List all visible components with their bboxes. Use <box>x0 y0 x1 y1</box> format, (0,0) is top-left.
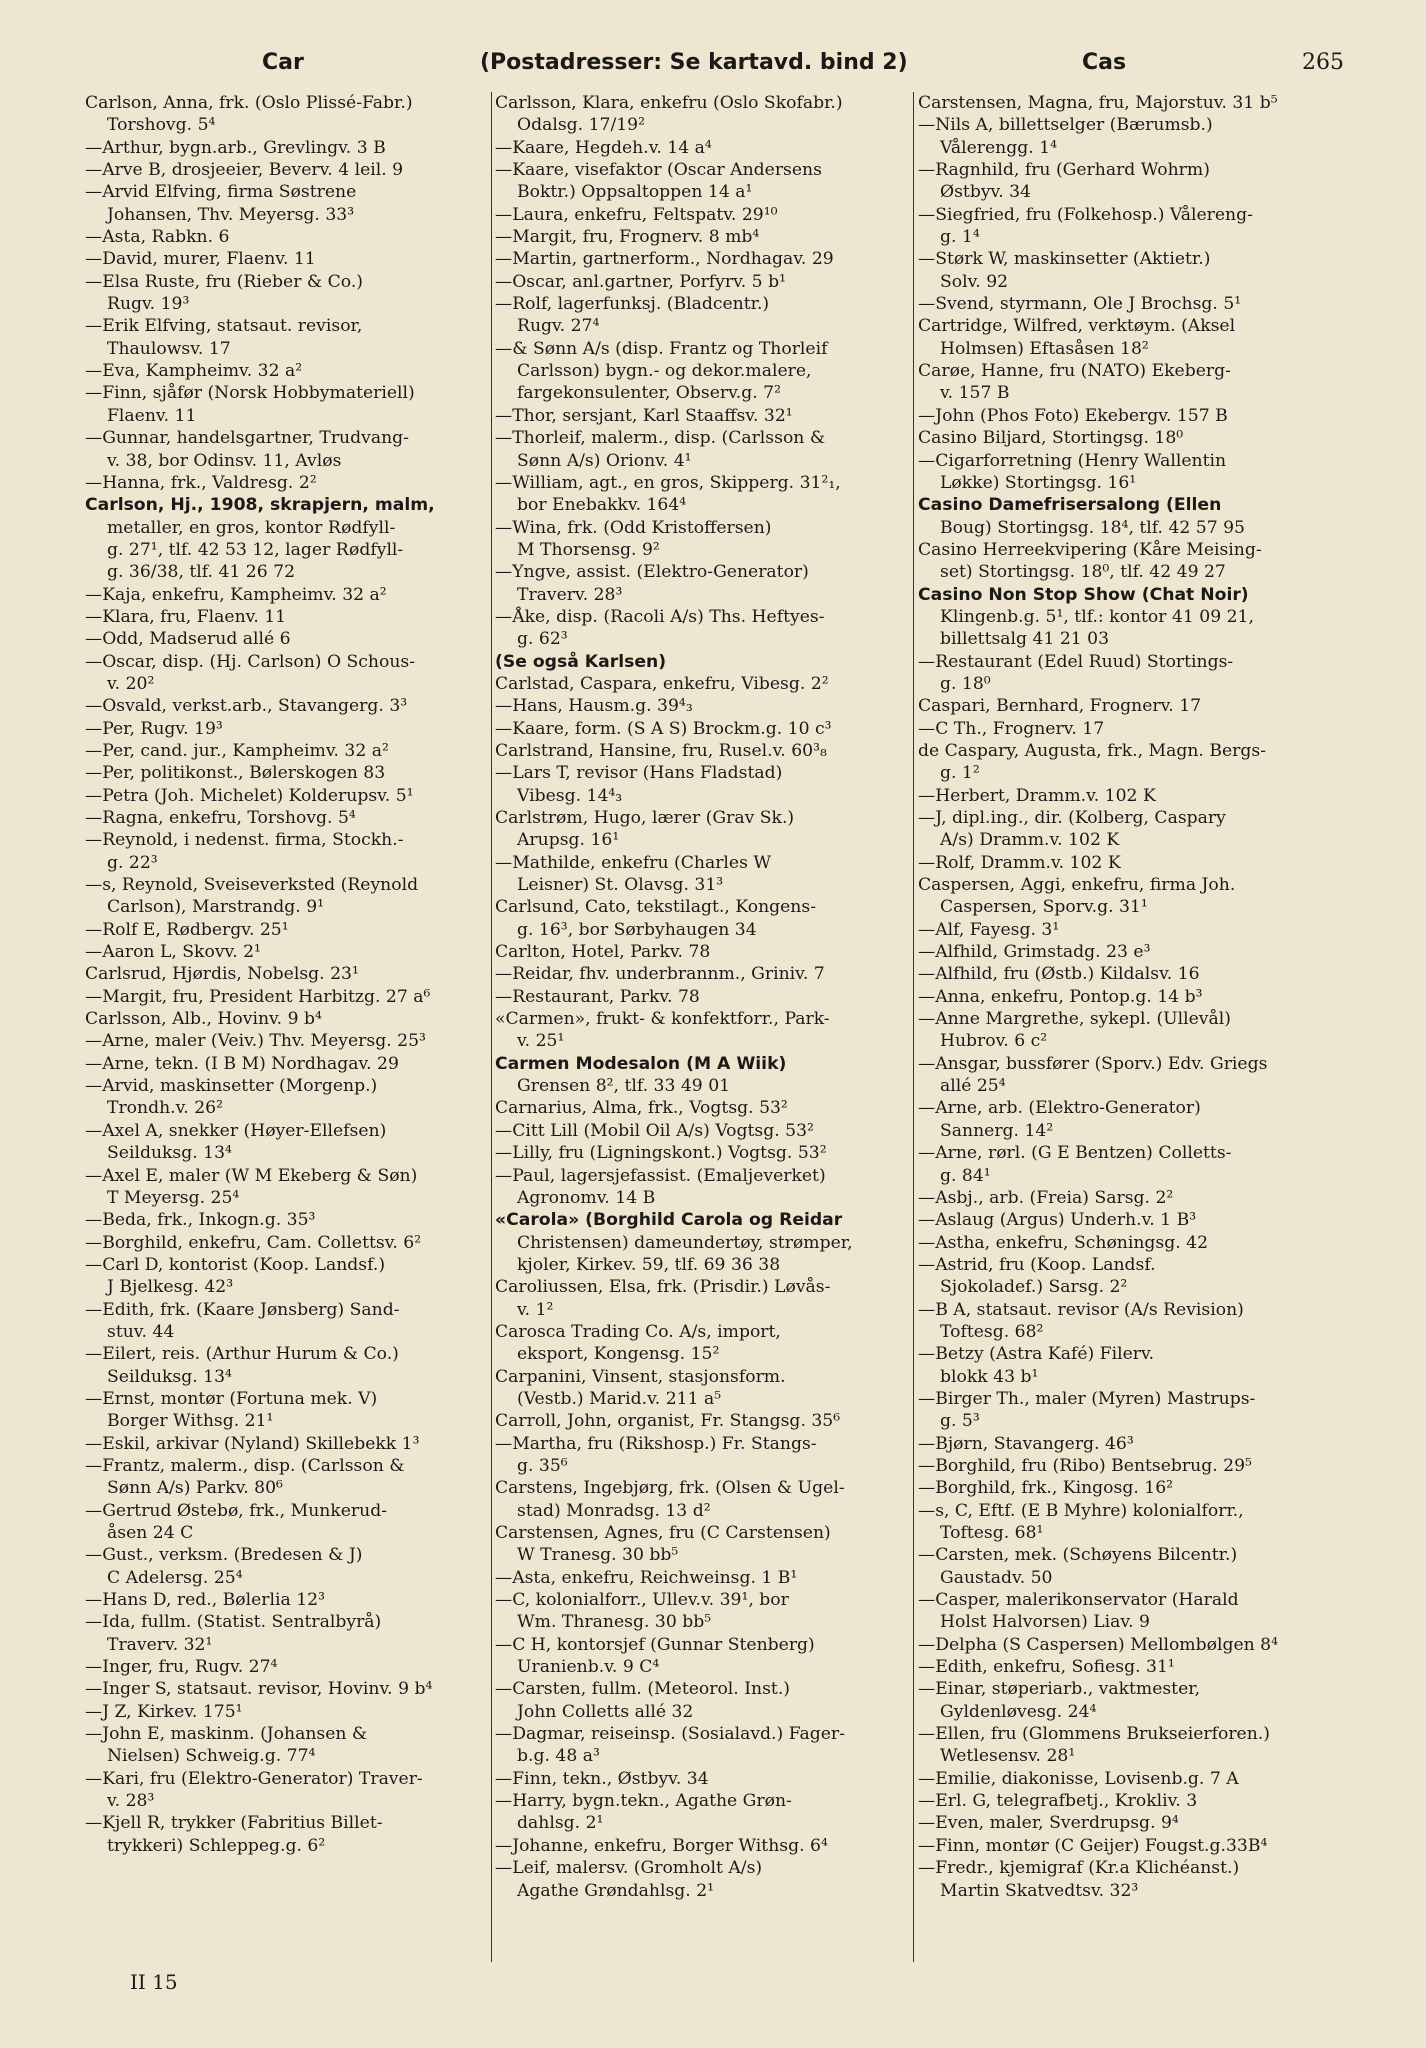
directory-line: —Rolf E, Rødbergv. 25¹ <box>85 919 289 940</box>
directory-line: —C, kolonialforr., Ullev.v. 39¹, bor <box>495 1590 789 1611</box>
directory-line: Arupsg. 16¹ <box>517 830 620 851</box>
directory-line: —Asta, enkefru, Reichweinsg. 1 B¹ <box>495 1567 798 1588</box>
directory-line: Toftesg. 68¹ <box>940 1523 1044 1543</box>
directory-line: Carlstad, Caspara, enkefru, Vibesg. 2² <box>495 673 829 694</box>
column-3 <box>918 92 1323 1962</box>
directory-line: —Mathilde, enkefru (Charles W <box>495 852 772 873</box>
directory-line: A/s) Dramm.v. 102 K <box>940 830 1120 851</box>
directory-line: —Margit, fru, President Harbitzg. 27 a⁶ <box>85 986 431 1007</box>
directory-line: Boug) Stortingsg. 18⁴, tlf. 42 57 95 <box>940 517 1245 538</box>
directory-line: —Paul, lagersjefassist. (Emaljeverket) <box>495 1165 826 1186</box>
directory-line: —John (Phos Foto) Ekebergv. 157 B <box>918 405 1228 426</box>
directory-line: M Thorsensg. 9² <box>517 539 660 560</box>
directory-line: Carnarius, Alma, frk., Vogtsg. 53² <box>495 1098 788 1119</box>
directory-line: John Colletts allé 32 <box>517 1701 694 1722</box>
directory-line: Carstens, Ingebjørg, frk. (Olsen & Ugel- <box>495 1478 845 1499</box>
directory-line: —Cigarforretning (Henry Wallentin <box>918 450 1227 471</box>
directory-line: —Martha, fru (Rikshosp.) Fr. Stangs- <box>495 1433 817 1454</box>
directory-line: —Åke, disp. (Racoli A/s) Ths. Heftyes- <box>495 606 825 627</box>
directory-line: g. 1⁴ <box>940 227 980 248</box>
directory-line: v. 1² <box>517 1299 554 1320</box>
directory-line: Sjokoladef.) Sarsg. 2² <box>940 1277 1128 1298</box>
column-divider <box>491 92 492 1962</box>
directory-line: kjoler, Kirkev. 59, tlf. 69 36 38 <box>517 1254 781 1275</box>
directory-line: Østbyv. 34 <box>940 182 1031 203</box>
directory-line: åsen 24 C <box>107 1523 194 1543</box>
directory-line: Wm. Thranesg. 30 bb⁵ <box>517 1612 712 1633</box>
directory-line: Carlsson, Klara, enkefru (Oslo Skofabr.) <box>495 93 843 113</box>
directory-line: —Erl. G, telegrafbetj., Krokliv. 3 <box>918 1791 1198 1812</box>
directory-line: —Borghild, enkefru, Cam. Collettsv. 6² <box>85 1232 422 1253</box>
directory-line: v. 25¹ <box>517 1031 565 1052</box>
directory-line: —Kaare, form. (S A S) Brockm.g. 10 c³ <box>495 718 832 739</box>
directory-line: —& Sønn A/s (disp. Frantz og Thorleif <box>495 338 828 359</box>
directory-line: —Finn, montør (C Geijer) Fougst.g.33B⁴ <box>918 1835 1268 1856</box>
directory-line: Johansen, Thv. Meyersg. 33³ <box>107 204 355 225</box>
directory-line: —Svend, styrmann, Ole J Brochsg. 5¹ <box>918 294 1242 315</box>
directory-line: —Casper, malerikonservator (Harald <box>918 1590 1239 1611</box>
directory-line: Carøe, Hanne, fru (NATO) Ekeberg- <box>918 361 1231 382</box>
directory-line: —Alfhild, fru (Østb.) Kildalsv. 16 <box>918 964 1200 985</box>
directory-line: —Axel E, maler (W M Ekeberg & Søn) <box>85 1165 418 1186</box>
directory-line: stad) Monradsg. 13 d² <box>517 1500 711 1521</box>
directory-line: Traverv. 32¹ <box>107 1634 213 1655</box>
directory-line: Caroliussen, Elsa, frk. (Prisdir.) Løvås- <box>495 1277 831 1298</box>
directory-line: —Frantz, malerm., disp. (Carlsson & <box>85 1455 405 1476</box>
directory-line: —Gunnar, handelsgartner, Trudvang- <box>85 428 409 449</box>
directory-line: —Ragnhild, fru (Gerhard Wohrm) <box>918 160 1210 181</box>
directory-line: —Kaare, visefaktor (Oscar Andersens <box>495 160 822 181</box>
directory-line: —J Z, Kirkev. 175¹ <box>85 1701 243 1722</box>
directory-line: Uranienb.v. 9 C⁴ <box>517 1657 660 1678</box>
directory-line: Carlsson, Alb., Hovinv. 9 b⁴ <box>85 1009 322 1030</box>
directory-line: —Per, Rugv. 19³ <box>85 718 223 739</box>
directory-line: —s, C, Eftf. (E B Myhre) kolonialforr., <box>918 1500 1244 1521</box>
directory-line: Solv. 92 <box>940 271 1009 292</box>
directory-line: Holmsen) Eftasåsen 18² <box>940 338 1149 359</box>
directory-line: —Ragna, enkefru, Torshovg. 5⁴ <box>85 808 356 828</box>
directory-line: —Leif, malersv. (Gromholt A/s) <box>495 1858 763 1879</box>
directory-line: g. 18⁰ <box>940 673 991 694</box>
directory-line: —Axel A, snekker (Høyer-Ellefsen) <box>85 1120 387 1141</box>
directory-line: g. 22³ <box>107 852 158 873</box>
directory-line: g. 1² <box>940 763 980 784</box>
directory-line: —Thorleif, malerm., disp. (Carlsson & <box>495 428 826 449</box>
directory-line: —Odd, Madserud allé 6 <box>85 629 291 650</box>
directory-line: bor Enebakkv. 164⁴ <box>517 495 687 516</box>
directory-line: —Anna, enkefru, Pontop.g. 14 b³ <box>918 986 1203 1007</box>
directory-line: —Lars T, revisor (Hans Fladstad) <box>495 763 783 784</box>
directory-line: Trondh.v. 26² <box>107 1098 223 1119</box>
column-divider <box>913 92 914 1962</box>
directory-line: Sannerg. 14² <box>940 1120 1054 1141</box>
directory-line: —Eskil, arkivar (Nyland) Skillebekk 1³ <box>85 1433 420 1454</box>
directory-line: —Gertrud Østebø, frk., Munkerud- <box>85 1500 388 1521</box>
directory-line: Carlsrud, Hjørdis, Nobelsg. 23¹ <box>85 964 359 985</box>
directory-line: —Restaurant, Parkv. 78 <box>495 986 700 1007</box>
directory-line: —Herbert, Dramm.v. 102 K <box>918 785 1156 806</box>
directory-line: de Caspary, Augusta, frk., Magn. Bergs- <box>918 740 1267 761</box>
directory-line: —Gust., verksm. (Bredesen & J) <box>85 1545 363 1566</box>
directory-line: —Nils A, billettselger (Bærumsb.) <box>918 115 1213 136</box>
directory-line: W Tranesg. 30 bb⁵ <box>517 1545 679 1566</box>
directory-line: —David, murer, Flaenv. 11 <box>85 249 316 270</box>
directory-line: —Edith, enkefru, Sofiesg. 31¹ <box>918 1657 1175 1678</box>
directory-line: —Finn, sjåfør (Norsk Hobbymateriell) <box>85 383 415 404</box>
directory-line: —Osvald, verkst.arb., Stavangerg. 3³ <box>85 696 408 717</box>
directory-line: Sønn A/s) Orionv. 4¹ <box>517 450 692 471</box>
directory-line: —Per, cand. jur., Kampheimv. 32 a² <box>85 740 389 761</box>
directory-line: Klingenb.g. 5¹, tlf.: kontor 41 09 21, <box>940 606 1254 627</box>
directory-line: v. 157 B <box>940 383 1010 404</box>
directory-line: g. 27¹, tlf. 42 53 12, lager Rødfyll- <box>107 539 404 560</box>
directory-line: Carlsund, Cato, tekstilagt., Kongens- <box>495 897 817 918</box>
directory-line: —Margit, fru, Frognerv. 8 mb⁴ <box>495 227 760 248</box>
directory-line: —Arthur, bygn.arb., Grevlingv. 3 B <box>85 137 386 158</box>
directory-line: —Borghild, fru (Ribo) Bentsebrug. 29⁵ <box>918 1455 1252 1476</box>
header-left: Car <box>262 50 304 75</box>
directory-line: —Astha, enkefru, Schøningsg. 42 <box>918 1232 1209 1253</box>
directory-line: —Ansgar, bussfører (Sporv.) Edv. Griegs <box>918 1053 1268 1074</box>
directory-line: Caspersen, Aggi, enkefru, firma Joh. <box>918 875 1236 896</box>
directory-line: —Bjørn, Stavangerg. 46³ <box>918 1433 1134 1454</box>
directory-line: Carosca Trading Co. A/s, import, <box>495 1321 781 1342</box>
directory-line: v. 20² <box>107 673 155 694</box>
directory-line: g. 84¹ <box>940 1165 991 1186</box>
directory-line: v. 38, bor Odinsv. 11, Avløs <box>107 450 342 471</box>
directory-line: —Astrid, fru (Koop. Landsf. <box>918 1254 1156 1275</box>
directory-line: —Kaare, Hegdeh.v. 14 a⁴ <box>495 137 712 158</box>
directory-line: Seilduksg. 13⁴ <box>107 1143 232 1164</box>
directory-line: Gyldenløvesg. 24⁴ <box>940 1701 1097 1722</box>
directory-line: Toftesg. 68² <box>940 1321 1044 1342</box>
directory-line: T Meyersg. 25⁴ <box>107 1187 240 1208</box>
directory-line: Carstensen, Agnes, fru (C Carstensen) <box>495 1523 831 1543</box>
directory-line: —Erik Elfving, statsaut. revisor, <box>85 316 363 337</box>
directory-line: —Eva, Kampheimv. 32 a² <box>85 361 303 382</box>
directory-line: stuv. 44 <box>107 1321 175 1342</box>
directory-line: —s, Reynold, Sveiseverksted (Reynold <box>85 875 419 896</box>
directory-line: Wetlesensv. 28¹ <box>940 1746 1076 1767</box>
directory-line: Casino Herreekvipering (Kåre Meising- <box>918 539 1262 560</box>
directory-line: —Even, maler, Sverdrupsg. 9⁴ <box>918 1813 1179 1834</box>
directory-line: Casino Damefrisersalong (Ellen <box>918 495 1222 516</box>
directory-line: Carlton, Hotel, Parkv. 78 <box>495 942 711 963</box>
directory-line: Cartridge, Wilfred, verktøym. (Aksel <box>918 316 1236 337</box>
directory-line: —Rolf, Dramm.v. 102 K <box>918 852 1121 873</box>
directory-line: Torshovg. 5⁴ <box>107 115 216 136</box>
directory-line: Løkke) Stortingsg. 16¹ <box>940 472 1137 493</box>
directory-line: Gaustadv. 50 <box>940 1567 1053 1588</box>
directory-line: —B A, statsaut. revisor (A/s Revision) <box>918 1299 1244 1320</box>
directory-line: Seilduksg. 13⁴ <box>107 1366 232 1387</box>
directory-line: —Eilert, reis. (Arthur Hurum & Co.) <box>85 1344 399 1365</box>
directory-line: (Se også Karlsen) <box>495 651 667 672</box>
directory-line: Traverv. 28³ <box>517 584 623 605</box>
directory-line: —Restaurant (Edel Ruud) Stortings- <box>918 651 1234 672</box>
directory-line: Grensen 8², tlf. 33 49 01 <box>517 1076 731 1097</box>
directory-line: blokk 43 b¹ <box>940 1366 1039 1387</box>
directory-line: —Harry, bygn.tekn., Agathe Grøn- <box>495 1791 792 1812</box>
header-center: (Postadresser: Se kartavd. bind 2) <box>480 50 908 75</box>
directory-line: —C H, kontorsjef (Gunnar Stenberg) <box>495 1634 815 1655</box>
directory-line: Martin Skatvedtsv. 32³ <box>940 1880 1139 1901</box>
directory-line: —Hans D, red., Bølerlia 12³ <box>85 1590 325 1611</box>
directory-line: —Kari, fru (Elektro-Generator) Traver- <box>85 1768 423 1789</box>
directory-line: Rugv. 19³ <box>107 294 190 315</box>
directory-line: Hubrov. 6 c² <box>940 1031 1048 1052</box>
directory-line: Christensen) dameundertøy, strømper, <box>517 1232 853 1253</box>
column-2 <box>495 92 910 1962</box>
directory-line: —Elsa Ruste, fru (Rieber & Co.) <box>85 271 364 292</box>
directory-line: «Carmen», frukt- & konfektforr., Park- <box>495 1009 830 1030</box>
directory-line: —Thor, sersjant, Karl Staaffsv. 32¹ <box>495 405 793 426</box>
directory-line: —Carl D, kontorist (Koop. Landsf.) <box>85 1254 386 1275</box>
directory-line: dahlsg. 2¹ <box>517 1813 604 1834</box>
directory-line: —Johanne, enkefru, Borger Withsg. 6⁴ <box>495 1835 828 1856</box>
directory-line: —Arvid Elfving, firma Søstrene <box>85 182 357 203</box>
directory-line: —Lilly, fru (Ligningskont.) Vogtsg. 53² <box>495 1143 827 1164</box>
directory-line: fargekonsulenter, Observ.g. 7² <box>517 383 781 404</box>
directory-line: Casino Biljard, Stortingsg. 18⁰ <box>918 428 1184 449</box>
directory-line: —Petra (Joh. Michelet) Kolderupsv. 5¹ <box>85 785 414 806</box>
directory-line: —Arvid, maskinsetter (Morgenp.) <box>85 1076 378 1097</box>
directory-line: Agronomv. 14 B <box>517 1187 656 1208</box>
directory-line: Leisner) St. Olavsg. 31³ <box>517 875 724 896</box>
directory-line: g. 16³, bor Sørbyhaugen 34 <box>517 919 757 940</box>
directory-line: —Størk W, maskinsetter (Aktietr.) <box>918 249 1211 270</box>
directory-line: —Arne, arb. (Elektro-Generator) <box>918 1098 1201 1119</box>
directory-line: Vålerengg. 1⁴ <box>940 137 1057 158</box>
directory-line: Caspari, Bernhard, Frognerv. 17 <box>918 696 1202 717</box>
directory-line: —Birger Th., maler (Myren) Mastrups- <box>918 1388 1256 1409</box>
directory-line: —Arne, maler (Veiv.) Thv. Meyersg. 25³ <box>85 1031 426 1052</box>
directory-line: v. 28³ <box>107 1791 155 1812</box>
directory-line: —Emilie, diakonisse, Lovisenb.g. 7 A <box>918 1768 1239 1789</box>
directory-line: metaller, en gros, kontor Rødfyll- <box>107 517 396 538</box>
column-1 <box>85 92 490 1962</box>
directory-line: —Reidar, fhv. underbrannm., Griniv. 7 <box>495 964 825 985</box>
directory-line: —Betzy (Astra Kafé) Filerv. <box>918 1344 1155 1365</box>
directory-line: «Carola» (Borghild Carola og Reidar <box>495 1210 843 1231</box>
directory-line: —Asbj., arb. (Freia) Sarsg. 2² <box>918 1187 1174 1208</box>
directory-line: Carlstrøm, Hugo, lærer (Grav Sk.) <box>495 808 795 828</box>
directory-line: Thaulowsv. 17 <box>107 338 231 359</box>
directory-line: —Oscar, disp. (Hj. Carlson) O Schous- <box>85 651 416 672</box>
directory-line: —Alf, Fayesg. 3¹ <box>918 919 1060 940</box>
directory-line: (Vestb.) Marid.v. 211 a⁵ <box>517 1388 722 1409</box>
directory-line: g. 36/38, tlf. 41 26 72 <box>107 562 296 583</box>
directory-line: —C Th., Frognerv. 17 <box>918 718 1105 739</box>
directory-line: —Aslaug (Argus) Underh.v. 1 B³ <box>918 1210 1197 1231</box>
directory-line: Carstensen, Magna, fru, Majorstuv. 31 b⁵ <box>918 93 1278 113</box>
directory-line: —Siegfried, fru (Folkehosp.) Vålereng- <box>918 204 1253 225</box>
directory-line: —Aaron L, Skovv. 2¹ <box>85 942 261 963</box>
directory-line: Odalsg. 17/19² <box>517 115 646 136</box>
directory-line: Vibesg. 14⁴₃ <box>517 785 623 806</box>
directory-line: g. 62³ <box>517 629 568 650</box>
directory-line: —Arne, tekn. (I B M) Nordhagav. 29 <box>85 1053 399 1074</box>
directory-line: —Finn, tekn., Østbyv. 34 <box>495 1768 709 1789</box>
header-right: Cas <box>1082 50 1127 75</box>
directory-line: —Anne Margrethe, sykepl. (Ullevål) <box>918 1009 1231 1030</box>
directory-line: —Kaja, enkefru, Kampheimv. 32 a² <box>85 584 387 605</box>
directory-line: —Delpha (S Caspersen) Mellombølgen 8⁴ <box>918 1634 1278 1655</box>
directory-line: —Yngve, assist. (Elektro-Generator) <box>495 562 809 583</box>
directory-line: —Hans, Hausm.g. 39⁴₃ <box>495 696 693 717</box>
directory-line: —Carsten, fullm. (Meteorol. Inst.) <box>495 1679 790 1700</box>
directory-line: —Oscar, anl.gartner, Porfyrv. 5 b¹ <box>495 271 786 292</box>
directory-line: eksport, Kongensg. 15² <box>517 1344 720 1365</box>
directory-line: Nielsen) Schweig.g. 77⁴ <box>107 1746 316 1767</box>
directory-line: Carlsson) bygn.- og dekor.malere, <box>517 361 812 382</box>
directory-line: —Martin, gartnerform., Nordhagav. 29 <box>495 249 834 270</box>
directory-line: —Asta, Rabkn. 6 <box>85 227 230 248</box>
directory-line: g. 5³ <box>940 1411 980 1432</box>
directory-line: —Hanna, frk., Valdresg. 2² <box>85 472 317 493</box>
directory-line: Boktr.) Oppsaltoppen 14 a¹ <box>517 182 753 203</box>
footer-signature: II 15 <box>130 1970 178 1994</box>
directory-line: —Ida, fullm. (Statist. Sentralbyrå) <box>85 1612 382 1633</box>
directory-line: —Reynold, i nedenst. firma, Stockh.- <box>85 830 404 851</box>
directory-line: —Inger S, statsaut. revisor, Hovinv. 9 b⁴ <box>85 1679 433 1700</box>
directory-line: —Einar, støperiarb., vaktmester, <box>918 1679 1201 1700</box>
directory-line: —Wina, frk. (Odd Kristoffersen) <box>495 517 772 538</box>
directory-line: J Bjelkesg. 42³ <box>107 1277 234 1298</box>
directory-line: —Kjell R, trykker (Fabritius Billet- <box>85 1813 383 1834</box>
directory-line: b.g. 48 a³ <box>517 1746 600 1767</box>
directory-line: —Rolf, lagerfunksj. (Bladcentr.) <box>495 294 770 315</box>
directory-line: —Edith, frk. (Kaare Jønsberg) Sand- <box>85 1299 400 1320</box>
directory-line: Casino Non Stop Show (Chat Noir) <box>918 584 1249 605</box>
directory-line: Holst Halvorsen) Liav. 9 <box>940 1612 1150 1633</box>
page-number: 265 <box>1302 50 1344 75</box>
directory-line: —Inger, fru, Rugv. 27⁴ <box>85 1657 278 1678</box>
directory-line: —Dagmar, reiseinsp. (Sosialavd.) Fager- <box>495 1724 845 1745</box>
directory-line: —Borghild, frk., Kingosg. 16² <box>918 1478 1174 1499</box>
directory-line: —Citt Lill (Mobil Oil A/s) Vogtsg. 53² <box>495 1120 814 1141</box>
directory-line: set) Stortingsg. 18⁰, tlf. 42 49 27 <box>940 562 1226 583</box>
directory-line: —J, dipl.ing., dir. (Kolberg, Caspary <box>918 808 1226 828</box>
directory-line: Carroll, John, organist, Fr. Stangsg. 35⁶ <box>495 1411 841 1432</box>
directory-line: Flaenv. 11 <box>107 405 197 426</box>
directory-line: Rugv. 27⁴ <box>517 316 600 337</box>
directory-line: Caspersen, Sporv.g. 31¹ <box>940 897 1148 918</box>
directory-line: Agathe Grøndahlsg. 2¹ <box>517 1880 715 1901</box>
directory-line: —Klara, fru, Flaenv. 11 <box>85 606 287 627</box>
directory-line: Carmen Modesalon (M A Wiik) <box>495 1053 787 1074</box>
directory-line: Carlson, Anna, frk. (Oslo Plissé-Fabr.) <box>85 93 413 113</box>
directory-line: —Alfhild, Grimstadg. 23 e³ <box>918 942 1151 963</box>
directory-line: billettsalg 41 21 03 <box>940 629 1110 650</box>
directory-line: —Fredr., kjemigraf (Kr.a Klichéanst.) <box>918 1858 1240 1879</box>
directory-line: —Ernst, montør (Fortuna mek. V) <box>85 1388 378 1409</box>
directory-line: C Adelersg. 25⁴ <box>107 1567 243 1588</box>
directory-line: —Per, politikonst., Bølerskogen 83 <box>85 763 386 784</box>
directory-line: allé 25⁴ <box>940 1076 1006 1097</box>
directory-line: Borger Withsg. 21¹ <box>107 1411 274 1432</box>
directory-line: —Laura, enkefru, Feltspatv. 29¹⁰ <box>495 204 778 225</box>
directory-line: —William, agt., en gros, Skipperg. 31²₁, <box>495 472 841 493</box>
directory-line: trykkeri) Schleppeg.g. 6² <box>107 1835 326 1856</box>
directory-line: Carlson, Hj., 1908, skrapjern, malm, <box>85 495 435 516</box>
directory-line: —John E, maskinm. (Johansen & <box>85 1724 368 1745</box>
directory-line: —Arve B, drosjeeier, Beverv. 4 leil. 9 <box>85 160 404 181</box>
directory-line: Sønn A/s) Parkv. 80⁶ <box>107 1478 283 1499</box>
directory-line: Carlson), Marstrandg. 9¹ <box>107 897 325 918</box>
directory-line: —Arne, rørl. (G E Bentzen) Colletts- <box>918 1143 1232 1164</box>
directory-line: Carlstrand, Hansine, fru, Rusel.v. 60³₈ <box>495 740 827 761</box>
directory-line: g. 35⁶ <box>517 1455 568 1476</box>
directory-line: —Carsten, mek. (Schøyens Bilcentr.) <box>918 1545 1238 1566</box>
directory-line: —Beda, frk., Inkogn.g. 35³ <box>85 1210 316 1231</box>
directory-line: —Ellen, fru (Glommens Brukseierforen.) <box>918 1724 1270 1745</box>
directory-line: Carpanini, Vinsent, stasjonsform. <box>495 1366 786 1387</box>
